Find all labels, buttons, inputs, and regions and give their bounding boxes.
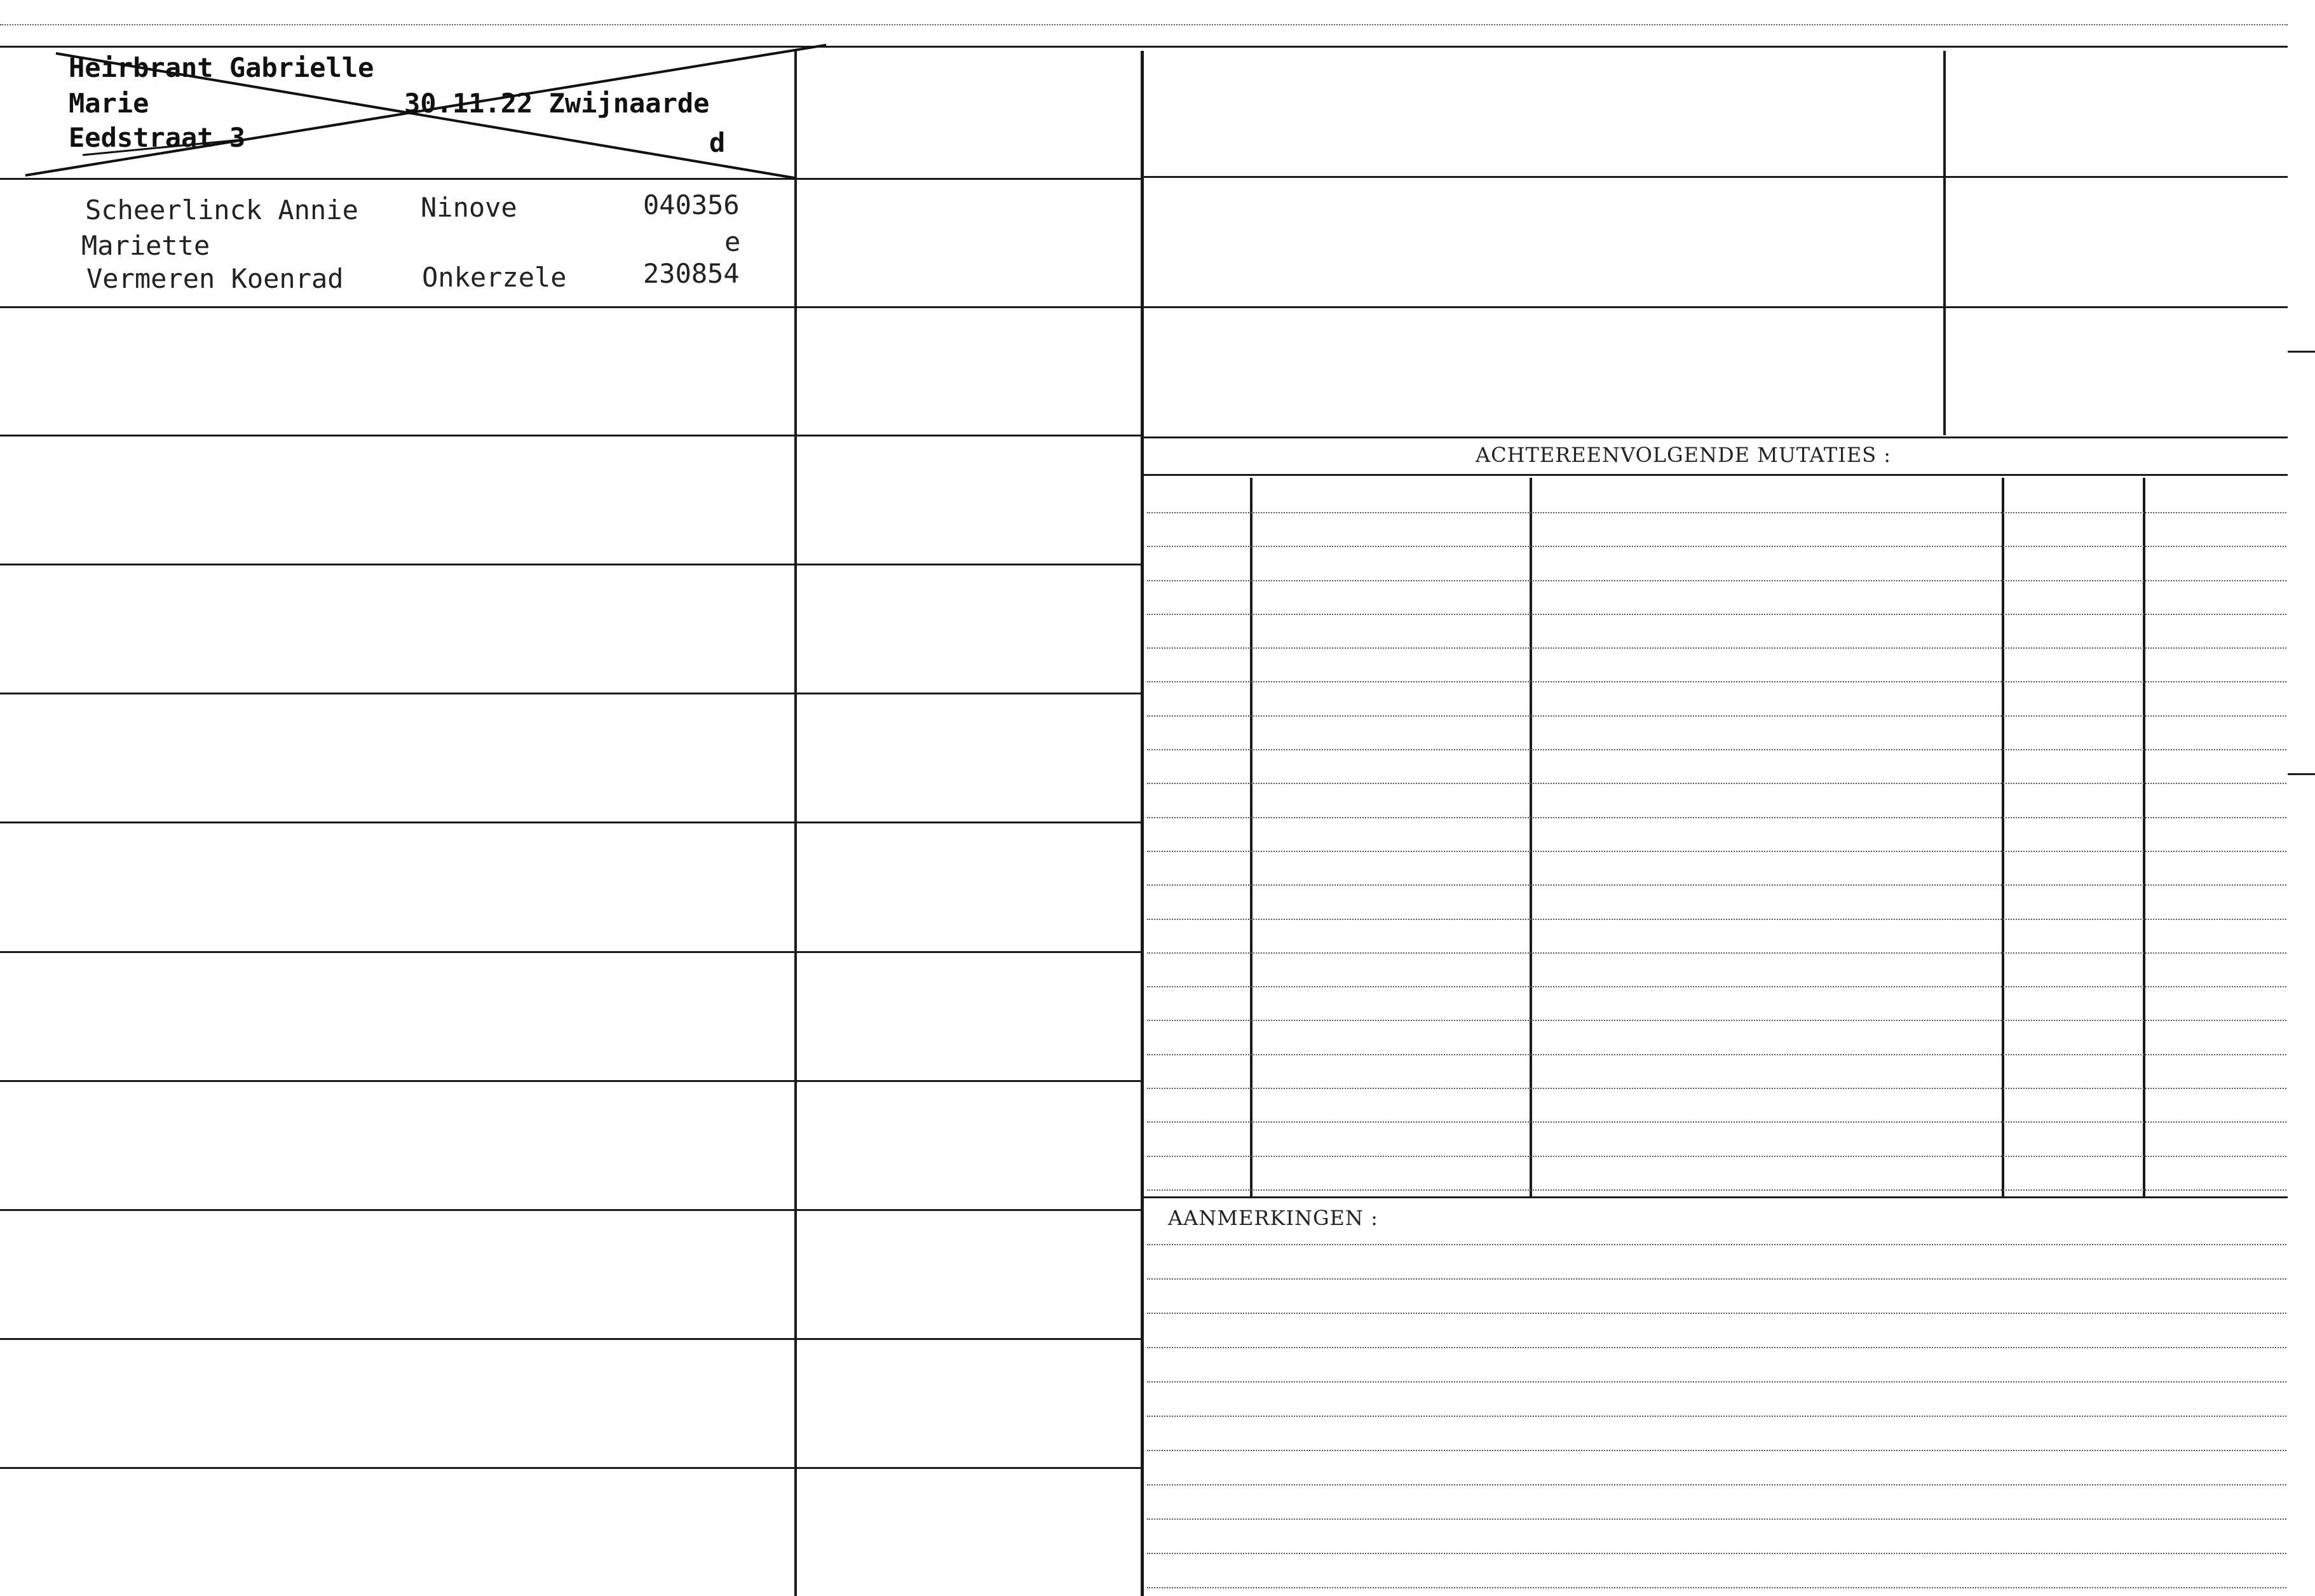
record1-marker: d	[709, 127, 726, 158]
mutaties-bottom-border	[1144, 1196, 2288, 1198]
mutaties-dotted-line	[1147, 546, 2286, 547]
record2-name1-cont: Mariette	[81, 230, 210, 261]
left-row-line-4	[0, 564, 1141, 565]
record2-name2: Vermeren Koenrad	[86, 263, 344, 294]
mutaties-dotted-line	[1147, 647, 2286, 649]
aanmerkingen-dotted-line	[1147, 1553, 2286, 1554]
mutaties-header: ACHTEREENVOLGENDE MUTATIES :	[1476, 443, 1892, 467]
left-row-line-2	[0, 306, 1141, 308]
record1-name-line: Heirbrant Gabrielle	[69, 52, 374, 83]
aanmerkingen-header: AANMERKINGEN :	[1168, 1206, 1378, 1230]
mutaties-dotted-line	[1147, 580, 2286, 581]
mutaties-dotted-line	[1147, 512, 2286, 513]
mutaties-dotted-line	[1147, 851, 2286, 852]
mutaties-dotted-line	[1147, 1088, 2286, 1089]
record1-given-name: Marie	[69, 88, 149, 119]
mutaties-dotted-line	[1147, 817, 2286, 818]
mutaties-dotted-line	[1147, 919, 2286, 920]
record2-place2: Onkerzele	[422, 262, 567, 293]
aanmerkingen-dotted-line	[1147, 1313, 2286, 1314]
mutaties-dotted-line	[1147, 1020, 2286, 1021]
record1-cross-out-mark	[0, 0, 826, 191]
mutaties-dotted-line	[1147, 1189, 2286, 1191]
left-col-divider	[794, 51, 797, 1596]
right-row-line-1	[1144, 176, 2288, 178]
middle-divider	[1141, 51, 1144, 1596]
mutaties-dotted-line	[1147, 952, 2286, 954]
mutaties-dotted-line	[1147, 749, 2286, 750]
mutaties-dotted-line	[1147, 1054, 2286, 1055]
mutaties-dotted-line	[1147, 884, 2286, 886]
record1-date-place: 30.11.22 Zwijnaarde	[404, 88, 710, 119]
mutaties-dotted-line	[1147, 783, 2286, 784]
right-edge-tick-1	[2288, 351, 2315, 353]
right-edge-tick-2	[2288, 773, 2315, 775]
aanmerkingen-dotted-line	[1147, 1450, 2286, 1451]
right-top-col-divider	[1943, 51, 1946, 435]
mutaties-dotted-line	[1147, 1121, 2286, 1123]
mutaties-dotted-line	[1147, 614, 2286, 615]
record2-date2: 230854	[643, 258, 740, 289]
mutaties-dotted-line	[1147, 986, 2286, 987]
left-row-line-7	[0, 951, 1141, 953]
record1-address: Eedstraat 3	[69, 122, 246, 153]
mutaties-dotted-line	[1147, 715, 2286, 717]
left-row-line-5	[0, 693, 1141, 694]
record2-marker: e	[724, 226, 741, 257]
record2-place1: Ninove	[421, 192, 517, 223]
left-row-line-6	[0, 822, 1141, 823]
right-row-line-3	[1144, 436, 2288, 438]
aanmerkingen-dotted-line	[1147, 1278, 2286, 1280]
aanmerkingen-dotted-line	[1147, 1484, 2286, 1485]
left-row-line-11	[0, 1467, 1141, 1469]
aanmerkingen-dotted-line	[1147, 1518, 2286, 1520]
left-row-line-10	[0, 1338, 1141, 1340]
aanmerkingen-dotted-line	[1147, 1587, 2286, 1588]
aanmerkingen-dotted-line	[1147, 1244, 2286, 1245]
aanmerkingen-dotted-line	[1147, 1381, 2286, 1383]
left-row-line-9	[0, 1209, 1141, 1211]
record2-date1: 040356	[643, 189, 740, 220]
mutaties-dotted-line	[1147, 681, 2286, 682]
aanmerkingen-dotted-line	[1147, 1416, 2286, 1417]
mutaties-dotted-line	[1147, 1156, 2286, 1157]
left-row-line-3	[0, 435, 1141, 436]
aanmerkingen-dotted-line	[1147, 1347, 2286, 1348]
right-row-line-2	[1144, 306, 2288, 308]
mutaties-top-border	[1144, 474, 2288, 476]
left-row-line-8	[0, 1080, 1141, 1082]
record2-name1: Scheerlinck Annie	[85, 194, 358, 226]
